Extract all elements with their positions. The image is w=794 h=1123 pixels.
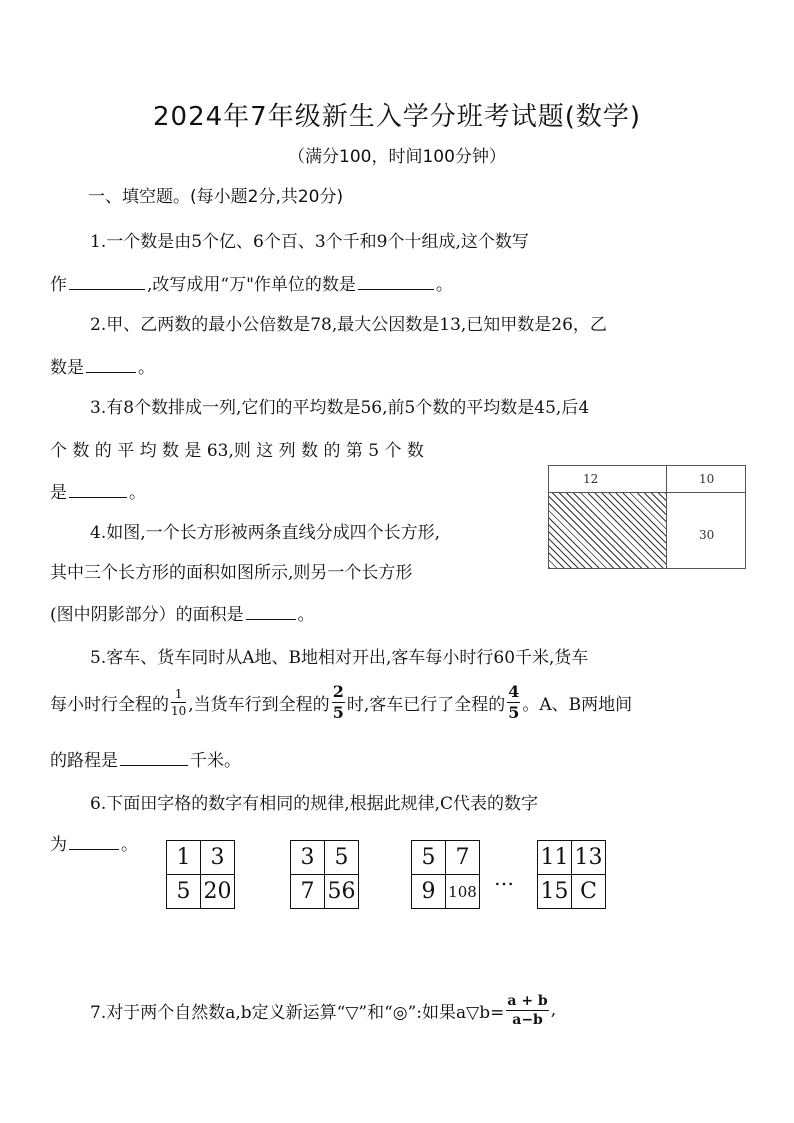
q3-text-b: 。 bbox=[129, 483, 146, 503]
q4-text-a: (图中阴影部分）的面积是 bbox=[50, 605, 244, 625]
q1-blank-2[interactable] bbox=[358, 288, 434, 290]
q1-blank-1[interactable] bbox=[69, 288, 145, 290]
grid-cell: C bbox=[572, 875, 606, 909]
grid-cell: 108 bbox=[446, 875, 480, 909]
q5-text-c: 时,客车已行了全程的 bbox=[346, 694, 506, 715]
rectangle-figure bbox=[548, 465, 746, 569]
grid-cell: 9 bbox=[412, 875, 446, 909]
q2-text-a: 数是 bbox=[50, 358, 84, 378]
q5-line3 bbox=[50, 746, 241, 771]
grid-cell: 1 bbox=[167, 841, 201, 875]
q5-blank[interactable] bbox=[120, 764, 188, 766]
q5-line2 bbox=[50, 680, 632, 724]
ellipsis: … bbox=[494, 866, 514, 890]
q5-text-e: 的路程是 bbox=[50, 751, 118, 771]
grid-cell: 5 bbox=[167, 875, 201, 909]
q6-text-b: 。 bbox=[121, 835, 138, 855]
grid-cell: 56 bbox=[325, 875, 359, 909]
q3-blank[interactable] bbox=[69, 496, 127, 498]
divider-horizontal bbox=[549, 492, 745, 493]
q1-text-b: ,改写成用“万"作单位的数是 bbox=[147, 275, 356, 295]
q4-line1: 4.如图,一个长方形被两条直线分成四个长方形, bbox=[90, 523, 441, 543]
q5-fraction-3: $\frac{4}{5}$ bbox=[508, 681, 520, 722]
number-grid-3 bbox=[411, 840, 480, 909]
grid-cell: 5 bbox=[325, 841, 359, 875]
grid-cell: 3 bbox=[291, 841, 325, 875]
q7-fraction: $\frac{a + b}{a-b}$ bbox=[507, 992, 548, 1028]
grid-cell: 5 bbox=[412, 841, 446, 875]
area-top-left: 12 bbox=[583, 472, 599, 486]
q5-text-f: 千米。 bbox=[190, 751, 241, 771]
q3-line1: 3.有8个数排成一列,它们的平均数是56,前5个数的平均数是45,后4 bbox=[90, 398, 590, 418]
q3-line2: 个 数 的 平 均 数 是 63,则 这 列 数 的 第 5 个 数 bbox=[50, 441, 424, 461]
q6-line2 bbox=[50, 830, 138, 855]
q2-text-b: 。 bbox=[138, 358, 155, 378]
grid-cell: 13 bbox=[572, 841, 606, 875]
q6-line1: 6.下面田字格的数字有相同的规律,根据此规律,C代表的数字 bbox=[90, 794, 539, 814]
q6-text-a: 为 bbox=[50, 835, 67, 855]
q4-line3 bbox=[50, 600, 315, 625]
q3-line3 bbox=[50, 478, 146, 503]
q4-blank[interactable] bbox=[246, 618, 296, 620]
q5-fraction-2: $\frac{2}{5}$ bbox=[332, 681, 344, 722]
q5-text-a: 每小时行全程的 bbox=[50, 694, 169, 715]
area-bottom-right: 30 bbox=[699, 528, 715, 542]
q7-text: 7.对于两个自然数a,b定义新运算“▽”和“◎”:如果a▽b= bbox=[90, 1002, 505, 1023]
page-title: 2024年7年级新生入学分班考试题(数学) bbox=[153, 102, 641, 132]
q2-line2 bbox=[50, 353, 155, 378]
number-grid-4 bbox=[537, 840, 606, 909]
q6-blank[interactable] bbox=[69, 848, 119, 850]
number-grid-1 bbox=[166, 840, 235, 909]
divider-vertical bbox=[666, 466, 667, 568]
q2-line1: 2.甲、乙两数的最小公倍数是78,最大公因数是13,已知甲数是26，乙 bbox=[90, 315, 607, 335]
grid-cell: 15 bbox=[538, 875, 572, 909]
number-grid-2 bbox=[290, 840, 359, 909]
q4-line2: 其中三个长方形的面积如图所示,则另一个长方形 bbox=[50, 563, 413, 583]
grid-cell: 11 bbox=[538, 841, 572, 875]
q5-text-d: 。A、B两地间 bbox=[522, 694, 633, 715]
q1-text-a: 作 bbox=[50, 275, 67, 295]
page-subtitle: （满分100，时间100分钟） bbox=[288, 147, 506, 167]
q1-line1: 1.一个数是由5个亿、6个百、3个千和9个十组成,这个数写 bbox=[90, 232, 529, 252]
q3-text-a: 是 bbox=[50, 483, 67, 503]
q7-tail: , bbox=[550, 1000, 557, 1020]
q5-fraction-1: $\frac{1}{10}$ bbox=[171, 686, 187, 718]
q5-text-b: ,当货车行到全程的 bbox=[188, 694, 330, 715]
q2-blank[interactable] bbox=[86, 371, 136, 373]
q1-line2 bbox=[50, 270, 453, 295]
grid-cell: 7 bbox=[291, 875, 325, 909]
area-top-right: 10 bbox=[699, 472, 715, 486]
q4-text-b: 。 bbox=[297, 605, 315, 625]
grid-cell: 7 bbox=[446, 841, 480, 875]
grid-cell: 3 bbox=[201, 841, 235, 875]
q7-line1 bbox=[90, 988, 556, 1032]
q1-text-c: 。 bbox=[435, 275, 453, 295]
shaded-region bbox=[549, 493, 666, 568]
q5-line1: 5.客车、货车同时从A地、B地相对开出,客车每小时行60千米,货车 bbox=[90, 648, 589, 668]
section-heading: 一、填空题。(每小题2分,共20分) bbox=[88, 187, 344, 207]
grid-cell: 20 bbox=[201, 875, 235, 909]
